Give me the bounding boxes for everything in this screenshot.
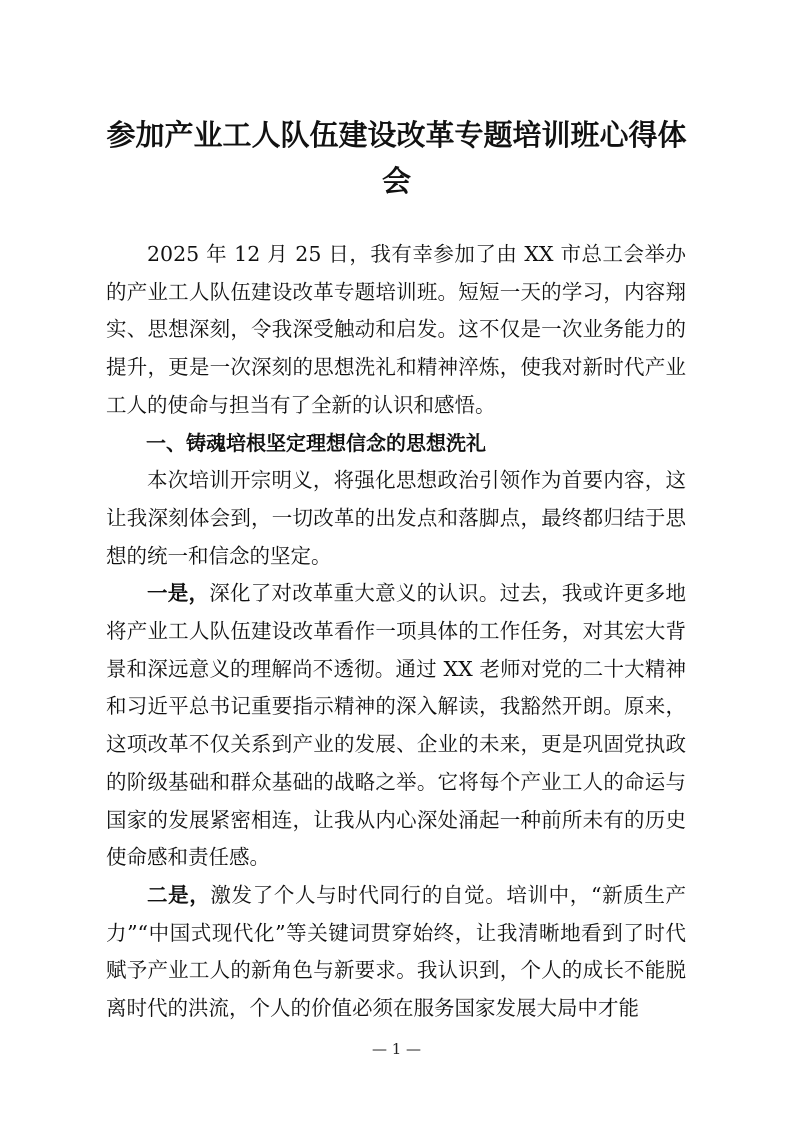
paragraph (106, 462, 686, 575)
paragraph-text: 本次培训开宗明义，将强化思想政治引领作为首要内容，这让我深刻体会到，一切改革的出发点和落脚点，最终都归结于思想的统一和信念的坚定。 (106, 468, 686, 568)
section-heading: 一、铸魂培根坚定理想信念的思想洗礼 (146, 430, 486, 455)
paragraph-text: 2025 年 12 月 25 日，我有幸参加了由 XX 市总工会举办的产业工人队伍建设改革专题培训班。短短一天的学习，内容翔实、思想深刻，令我深受触动和启发。这不仅是一次业务能力的提升，更是一次深刻的思想洗礼和精神淬炼，使我对新时代产业工人的使命与担当有了全新的认识和感悟。 (106, 242, 686, 417)
paragraph (106, 575, 686, 877)
paragraph-lead: 一是， (147, 581, 210, 606)
paragraph (106, 877, 686, 1028)
paragraph-text: 深化了对改革重大意义的认识。过去，我或许更多地将产业工人队伍建设改革看作一项具体的工作任务，对其宏大背景和深远意义的理解尚不透彻。通过 XX 老师对党的二十大精神和习近平总书记重要指示精神的深入解读，我豁然开朗。原来，这项改革不仅关系到产业的发展、企业的未来，更是巩固党执政的阶级基础和群众基础的战略之举。它将每个产业工人的命运与国家的发展紧密相连，让我从内心深处涌起一种前所未有的历史使命感和责任感。 (106, 581, 687, 870)
document-title: 参加产业工人队伍建设改革专题培训班心得体会 (106, 118, 687, 198)
paragraph-intro (106, 236, 686, 425)
page-number: — 1 — (371, 1040, 422, 1058)
document-body (106, 236, 686, 1028)
paragraph-text: 激发了个人与时代同行的自觉。培训中，“新质生产力”“中国式现代化”等关键词贯穿始终，让我清晰地看到了时代赋予产业工人的新角色与新要求。我认识到，个人的成长不能脱离时代的洪流，个人的价值必须在服务国家发展大局中才能 (106, 882, 686, 1021)
paragraph-lead: 二是， (147, 882, 211, 907)
